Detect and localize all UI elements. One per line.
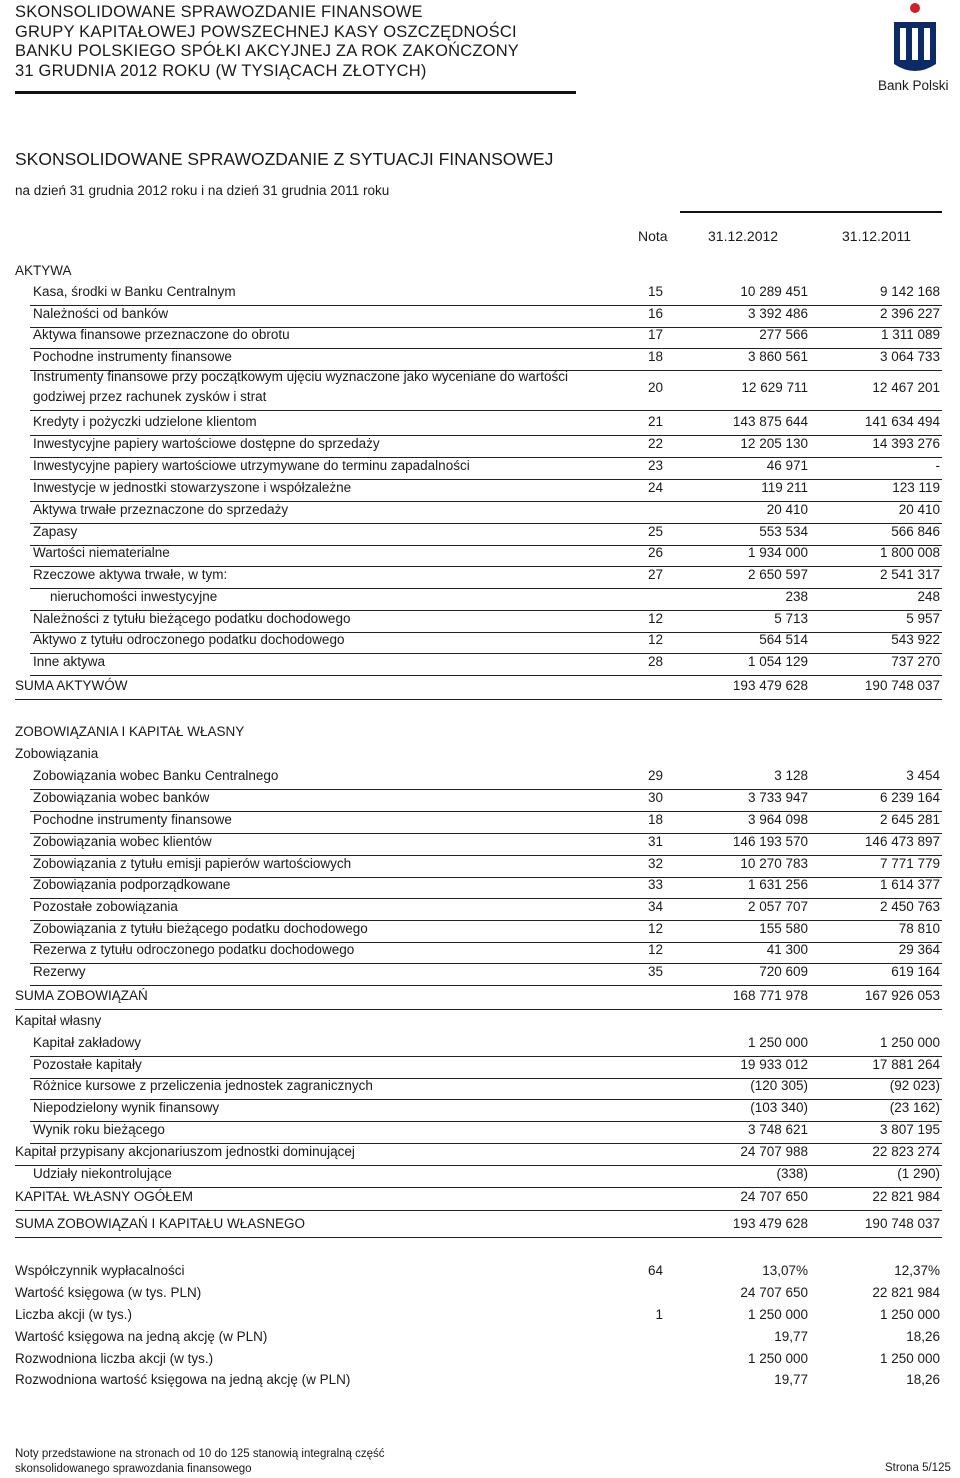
row-nota: 31 [647, 834, 663, 849]
row-value-2012: 46 971 [766, 458, 808, 473]
table-row [0, 480, 960, 502]
row-value-2012: 168 771 978 [732, 988, 808, 1003]
table-row [0, 1100, 960, 1122]
column-header-nota: Nota [638, 228, 668, 244]
row-label: Zobowiązania wobec Banku Centralnego [33, 768, 279, 783]
row-label: Rozwodniona liczba akcji (w tys.) [15, 1351, 214, 1366]
table-row [0, 1057, 960, 1079]
ratio-row [0, 1329, 960, 1351]
row-value-2012: 12 629 711 [741, 380, 808, 395]
row-label: Kapitał przypisany akcjonariuszom jednostki dominującej [15, 1144, 355, 1159]
row-value-2012: (120 305) [750, 1078, 808, 1093]
row-value-2012: 12 205 130 [740, 436, 808, 451]
row-value-2011: 1 250 000 [879, 1351, 940, 1366]
row-value-2012: 1 250 000 [747, 1035, 808, 1050]
row-value-2011: 141 634 494 [864, 414, 940, 429]
row-value-2011: 22 823 274 [872, 1144, 940, 1159]
row-value-2012: 19,77 [774, 1329, 808, 1344]
row-value-2012: 720 609 [759, 964, 808, 979]
row-value-2012: (103 340) [750, 1100, 808, 1115]
row-underline [15, 699, 942, 700]
row-label: Inne aktywa [33, 654, 106, 669]
row-label: Zobowiązania podporządkowane [33, 877, 231, 892]
ratio-row [0, 1372, 960, 1394]
row-value-2011: 18,26 [906, 1372, 940, 1387]
ratio-row [0, 1351, 960, 1373]
row-value-2012: 277 566 [759, 327, 808, 342]
row-label: Pochodne instrumenty finansowe [33, 812, 232, 827]
row-label: nieruchomości inwestycyjne [50, 589, 218, 604]
row-label: Liczba akcji (w tys.) [15, 1307, 133, 1322]
section-aktywa: AKTYWA [15, 263, 72, 278]
row-nota: 12 [647, 632, 663, 647]
row-nota: 29 [647, 768, 663, 783]
row-nota: 34 [647, 899, 663, 914]
logo-text: Bank Polski [878, 78, 949, 93]
table-row [0, 436, 960, 458]
row-label: Instrumenty finansowe przy początkowym ujęciu wyznaczone jako wyceniane do wartości [33, 369, 568, 384]
row-value-2011: 2 645 281 [879, 812, 940, 827]
row-value-2012: 193 479 628 [732, 678, 808, 693]
row-nota: 18 [647, 812, 663, 827]
row-label: Rzeczowe aktywa trwałe, w tym: [33, 567, 228, 582]
ratio-row [0, 1307, 960, 1329]
table-row [0, 964, 960, 986]
row-nota: 25 [647, 524, 663, 539]
table-row [0, 1078, 960, 1100]
total-row [0, 678, 960, 700]
row-value-2011: 123 119 [892, 480, 940, 495]
column-header-2012: 31.12.2012 [708, 228, 779, 244]
table-row [0, 812, 960, 834]
row-value-2011: 3 064 733 [879, 349, 940, 364]
row-label: Inwestycyjne papiery wartościowe dostępne do sprzedaży [33, 436, 380, 451]
section-zobowiazania-kapital: ZOBOWIĄZANIA I KAPITAŁ WŁASNY [15, 724, 245, 739]
row-value-2012: 1 934 000 [747, 545, 808, 560]
footer-line: Noty przedstawione na stronach od 10 do 125 stanowią integralną część [15, 1448, 385, 1460]
row-value-2011: 190 748 037 [864, 678, 940, 693]
row-value-2012: 193 479 628 [732, 1216, 808, 1231]
row-label: Inwestycje w jednostki stowarzyszone i współzależne [33, 480, 352, 495]
row-value-2012: 13,07% [762, 1263, 808, 1278]
row-label: SUMA ZOBOWIĄZAŃ [15, 988, 148, 1003]
row-value-2011: 190 748 037 [864, 1216, 940, 1231]
ratio-row [0, 1263, 960, 1285]
row-value-2012: 1 631 256 [747, 877, 808, 892]
table-row [0, 1122, 960, 1144]
row-value-2011: 566 846 [891, 524, 940, 539]
row-value-2012: 155 580 [759, 921, 808, 936]
row-underline [30, 985, 942, 986]
row-value-2011: 9 142 168 [879, 284, 940, 299]
row-value-2012: 119 211 [761, 480, 808, 495]
header-line: BANKU POLSKIEGO SPÓŁKI AKCYJNEJ ZA ROK ZAKOŃCZONY [15, 42, 520, 60]
row-value-2011: 248 [917, 589, 940, 604]
row-value-2012: 24 707 650 [740, 1189, 808, 1204]
row-value-2012: 1 250 000 [747, 1307, 808, 1322]
row-value-2011: 2 541 317 [879, 567, 940, 582]
page-number: Strona 5/125 [885, 1462, 951, 1474]
row-value-2012: 3 733 947 [747, 790, 808, 805]
row-nota: 64 [647, 1263, 663, 1278]
table-row [0, 921, 960, 943]
row-label: Inwestycyjne papiery wartościowe utrzymywane do terminu zapadalności [33, 458, 470, 473]
row-nota: 30 [647, 790, 663, 805]
row-label: Aktywa trwałe przeznaczone do sprzedaży [33, 502, 289, 517]
row-label: Kapitał zakładowy [33, 1035, 142, 1050]
row-label: Wartości niematerialne [33, 545, 170, 560]
row-underline [30, 1187, 942, 1188]
table-row [0, 567, 960, 589]
row-value-2011: 22 821 984 [872, 1285, 940, 1300]
row-nota: 17 [647, 327, 663, 342]
row-value-2012: 238 [785, 589, 808, 604]
row-nota: 33 [647, 877, 663, 892]
row-nota: 1 [655, 1307, 663, 1322]
row-value-2011: 3 454 [906, 768, 940, 783]
row-value-2012: 3 964 098 [747, 812, 808, 827]
row-value-2011: 6 239 164 [879, 790, 940, 805]
table-row [0, 371, 960, 411]
row-value-2011: (1 290) [897, 1166, 940, 1181]
row-value-2011: 1 250 000 [879, 1035, 940, 1050]
row-label: Zobowiązania z tytułu emisji papierów wartościowych [33, 856, 352, 871]
row-value-2011: 5 957 [906, 611, 940, 626]
row-nota: 12 [647, 611, 663, 626]
footer-note [15, 1447, 385, 1477]
row-nota: 22 [647, 436, 663, 451]
row-label: Zobowiązania wobec banków [33, 790, 210, 805]
row-nota: 12 [647, 921, 663, 936]
row-value-2011: 619 164 [891, 964, 940, 979]
table-row [0, 790, 960, 812]
table-row [0, 524, 960, 546]
table-row [0, 306, 960, 328]
row-value-2012: 19 933 012 [740, 1057, 808, 1072]
row-label: Niepodzielony wynik finansowy [33, 1100, 220, 1115]
row-value-2012: 3 392 486 [747, 306, 808, 321]
table-row [0, 1166, 960, 1188]
table-row [0, 834, 960, 856]
total-row [0, 1189, 960, 1211]
table-row [0, 877, 960, 899]
row-value-2012: 2 650 597 [747, 567, 808, 582]
row-value-2011: 1 800 008 [879, 545, 940, 560]
total-row [0, 988, 960, 1010]
section-kapital: Kapitał własny [15, 1013, 102, 1028]
row-value-2011: 12 467 201 [872, 380, 940, 395]
table-row [0, 654, 960, 676]
row-value-2012: 2 057 707 [747, 899, 808, 914]
row-label: Kasa, środki w Banku Centralnym [33, 284, 236, 299]
row-nota: 20 [647, 380, 663, 395]
row-value-2012: 146 193 570 [732, 834, 808, 849]
row-value-2011: 1 250 000 [879, 1307, 940, 1322]
table-row [0, 611, 960, 633]
row-value-2011: 2 450 763 [879, 899, 940, 914]
row-value-2011: 18,26 [906, 1329, 940, 1344]
row-nota: 28 [647, 654, 663, 669]
table-row [0, 942, 960, 964]
row-label: Rozwodniona wartość księgowa na jedną akcję (w PLN) [15, 1372, 351, 1387]
table-row [0, 589, 960, 611]
column-header-rule [680, 211, 942, 213]
row-value-2011: 78 810 [898, 921, 940, 936]
table-row [0, 414, 960, 436]
row-underline [30, 410, 942, 411]
row-value-2011: - [935, 458, 940, 473]
row-value-2012: 1 250 000 [747, 1351, 808, 1366]
row-underline [15, 1009, 942, 1010]
row-label: Zobowiązania z tytułu bieżącego podatku dochodowego [33, 921, 368, 936]
row-value-2011: 737 270 [891, 654, 940, 669]
row-value-2012: 19,77 [774, 1372, 808, 1387]
row-nota: 24 [647, 480, 663, 495]
row-value-2012: 3 748 621 [747, 1122, 808, 1137]
row-label: Pochodne instrumenty finansowe [33, 349, 232, 364]
row-label: Rezerwa z tytułu odroczonego podatku dochodowego [33, 942, 355, 957]
row-value-2011: 1 311 089 [880, 327, 940, 342]
row-label: Zapasy [33, 524, 78, 539]
section-zobowiazania: Zobowiązania [15, 746, 99, 761]
table-row [0, 284, 960, 306]
row-value-2011: 146 473 897 [864, 834, 940, 849]
header-rule [15, 91, 576, 94]
header-line: 31 GRUDNIA 2012 ROKU (W TYSIĄCACH ZŁOTYCH) [15, 61, 427, 80]
row-value-2012: 143 875 644 [732, 414, 808, 429]
table-row [0, 502, 960, 524]
row-value-2011: 14 393 276 [872, 436, 940, 451]
table-row [0, 768, 960, 790]
row-label: Współczynnik wypłacalności [15, 1263, 185, 1278]
row-value-2012: 24 707 988 [740, 1144, 808, 1159]
table-row [0, 545, 960, 567]
row-label: Aktywa finansowe przeznaczone do obrotu [33, 327, 290, 342]
row-nota: 18 [647, 349, 663, 364]
row-nota: 23 [647, 458, 663, 473]
row-value-2012: 553 534 [759, 524, 808, 539]
row-label: Rezerwy [33, 964, 86, 979]
row-value-2011: 12,37% [894, 1263, 940, 1278]
statement-subtitle: na dzień 31 grudnia 2012 roku i na dzień 31 grudnia 2011 roku [15, 183, 390, 198]
row-value-2012: 41 300 [766, 942, 808, 957]
row-nota: 26 [647, 545, 663, 560]
row-value-2011: (23 162) [889, 1100, 940, 1115]
row-label: Kredyty i pożyczki udzielone klientom [33, 414, 257, 429]
row-underline [15, 1210, 942, 1211]
row-value-2011: 29 364 [898, 942, 940, 957]
row-label: Należności od banków [33, 306, 169, 321]
row-label: Należności z tytułu bieżącego podatku dochodowego [33, 611, 351, 626]
row-value-2012: 3 128 [774, 768, 808, 783]
row-nota: 27 [647, 567, 663, 582]
row-label: Wartość księgowa na jedną akcję (w PLN) [15, 1329, 268, 1344]
row-value-2011: 543 922 [891, 632, 940, 647]
row-label: Zobowiązania wobec klientów [33, 834, 212, 849]
row-value-2012: 24 707 650 [740, 1285, 808, 1300]
row-label: Wynik roku bieżącego [33, 1122, 165, 1137]
row-value-2011: 7 771 779 [879, 856, 940, 871]
row-value-2011: 17 881 264 [872, 1057, 940, 1072]
subtotal-row [0, 1144, 960, 1166]
row-label: SUMA ZOBOWIĄZAŃ I KAPITAŁU WŁASNEGO [15, 1216, 306, 1231]
row-value-2011: (92 023) [889, 1078, 940, 1093]
row-value-2011: 3 807 195 [879, 1122, 940, 1137]
row-value-2011: 22 821 984 [872, 1189, 940, 1204]
table-row [0, 327, 960, 349]
row-value-2012: (338) [776, 1166, 808, 1181]
row-label: Pozostałe kapitały [33, 1057, 142, 1072]
table-row [0, 349, 960, 371]
row-label: Udziały niekontrolujące [33, 1166, 172, 1181]
footer-line: skonsolidowanego sprawozdania finansowego [15, 1463, 252, 1475]
table-row [0, 458, 960, 480]
row-underline [15, 1237, 942, 1238]
row-label: KAPITAŁ WŁASNY OGÓŁEM [15, 1189, 194, 1204]
column-header-2011: 31.12.2011 [842, 228, 912, 244]
row-value-2011: 1 614 377 [879, 877, 940, 892]
table-row [0, 632, 960, 654]
row-nota: 35 [647, 964, 663, 979]
header-line: SKONSOLIDOWANE SPRAWOZDANIE FINANSOWE [15, 3, 423, 21]
total-row [0, 1216, 960, 1238]
row-underline [30, 675, 942, 676]
table-row [0, 1035, 960, 1057]
ratio-row [0, 1285, 960, 1307]
row-label: Pozostałe zobowiązania [33, 899, 178, 914]
row-nota: 12 [647, 942, 663, 957]
statement-title: SKONSOLIDOWANE SPRAWOZDANIE Z SYTUACJI FINANSOWEJ [15, 149, 554, 169]
row-label: Wartość księgowa (w tys. PLN) [15, 1285, 202, 1300]
row-value-2012: 1 054 129 [747, 654, 808, 669]
row-label: SUMA AKTYWÓW [15, 678, 128, 693]
row-nota: 16 [647, 306, 663, 321]
row-nota: 32 [647, 856, 663, 871]
table-row [0, 856, 960, 878]
row-value-2012: 3 860 561 [747, 349, 808, 364]
row-value-2011: 20 410 [898, 502, 940, 517]
row-label: Aktywo z tytułu odroczonego podatku dochodowego [33, 632, 345, 647]
row-value-2012: 5 713 [774, 611, 808, 626]
row-value-2012: 20 410 [766, 502, 808, 517]
row-value-2011: 2 396 227 [879, 306, 940, 321]
row-nota: 15 [647, 284, 663, 299]
table-row [0, 899, 960, 921]
row-value-2012: 564 514 [759, 632, 808, 647]
row-nota: 21 [647, 414, 663, 429]
row-label: Różnice kursowe z przeliczenia jednostek zagranicznych [33, 1078, 373, 1093]
report-header [15, 3, 575, 81]
row-value-2011: 167 926 053 [864, 988, 940, 1003]
row-label-continued: godziwej przez rachunek zysków i strat [33, 389, 267, 404]
row-value-2012: 10 289 451 [740, 284, 808, 299]
row-value-2012: 10 270 783 [740, 856, 808, 871]
header-line: GRUPY KAPITAŁOWEJ POWSZECHNEJ KASY OSZCZĘDNOŚCI [15, 22, 517, 41]
